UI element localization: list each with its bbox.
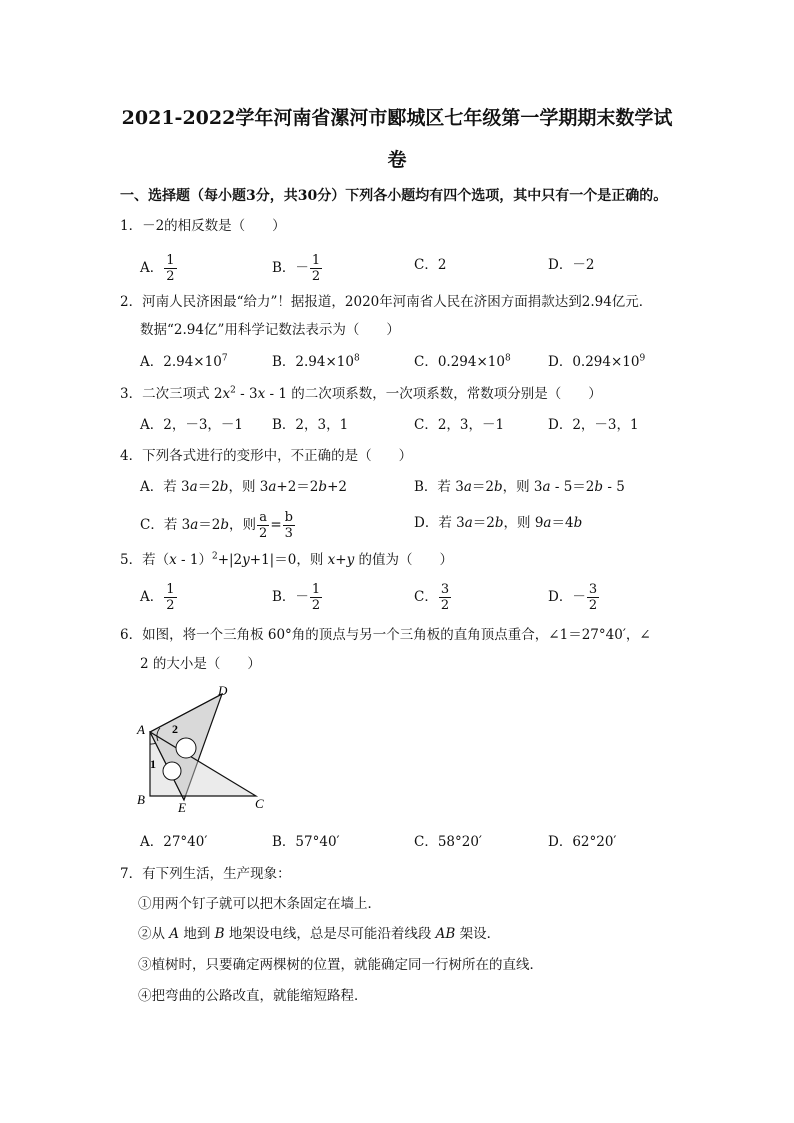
q2-stem-line1: 2．河南人民济困最“给力”！据报道，2020年河南省人民在济困方面捐款达到2.94亿元． (120, 294, 653, 310)
q5-option-d: D．－ $\frac{3}{2}$ (548, 582, 598, 613)
q5-option-b: B．－ $\frac{1}{2}$ (272, 582, 321, 613)
q4-option-a: A．若 3a＝2b，则 3a+2＝2b+2 (140, 479, 347, 495)
q1-option-d: D．－2 (548, 257, 595, 273)
exam-title-line1: 2021-2022学年河南省漯河市郾城区七年级第一学期期末数学试 (121, 107, 673, 129)
angle-label-2: 2 (172, 722, 178, 736)
q1-option-b: B．－ $\frac{1}{2}$ (272, 253, 321, 284)
q4-option-d: D．若 3a＝2b，则 9a＝4b (414, 515, 583, 531)
section-heading: 一、选择题（每小题3分，共30分）下列各小题均有四个选项，其中只有一个是正确的。 (120, 188, 668, 204)
q3-option-a: A．2，－3，－1 (140, 417, 244, 433)
q6-option-a: A．27°40′ (140, 834, 208, 850)
q6-option-b: B．57°40′ (272, 834, 340, 850)
triangle-figure (128, 682, 278, 814)
angle-label-1: 1 (150, 757, 156, 771)
set-square-hole (176, 738, 196, 758)
point-label-c: C (255, 796, 264, 811)
q7-item-3: ③植树时，只要确定两棵树的位置，就能确定同一行树所在的直线． (138, 957, 543, 973)
q6-stem-line2: 2 的大小是（ ） (140, 656, 261, 672)
q2-option-a: A．$2.94\times 10^7$ (140, 353, 228, 370)
q7-stem: 7．有下列生活，生产现象： (120, 866, 291, 882)
q1-stem: 1．－2的相反数是（ ） (120, 218, 286, 234)
q2-option-c: C．$0.294\times 10^8$ (414, 353, 511, 370)
q1-option-c: C．2 (414, 257, 447, 273)
q6-option-c: C．58°20′ (414, 834, 483, 850)
q2-option-b: B．$2.94\times 10^8$ (272, 353, 360, 370)
q2-option-d: D．$0.294\times 10^9$ (548, 353, 646, 370)
point-label-b: B (137, 792, 145, 807)
q5-option-c: C． $\frac{3}{2}$ (414, 582, 450, 613)
q4-option-b: B．若 3a＝2b，则 3a - 5＝2b - 5 (414, 479, 625, 495)
q7-item-2: ②从 A 地到 B 地架设电线，总是尽可能沿着线段 AB 架设． (138, 926, 501, 942)
q4-stem: 4．下列各式进行的变形中，不正确的是（ ） (120, 448, 413, 464)
q6-stem-line1: 6．如图，将一个三角板 60°角的顶点与另一个三角板的直角顶点重合，∠1＝27°40′，∠ (120, 627, 651, 643)
q2-stem-line2: 数据“2.94亿”用科学记数法表示为（ ） (140, 322, 400, 338)
point-label-d: D (218, 683, 228, 698)
q1-option-a: A． $\frac{1}{2}$ (140, 253, 175, 284)
q7-item-1: ①用两个钉子就可以把木条固定在墙上． (138, 896, 381, 912)
q5-option-a: A． $\frac{1}{2}$ (140, 582, 175, 613)
q3-option-b: B．2，3，1 (272, 417, 349, 433)
q3-option-d: D．2，－3，1 (548, 417, 639, 433)
point-label-a: A (137, 722, 145, 737)
q3-stem: 3．二次三项式 $2x^2 - 3x - 1$ 的二次项系数，一次项系数，常数项分别是（ ） (120, 385, 602, 402)
exam-title-line2: 卷 (387, 149, 407, 171)
point-label-e: E (178, 800, 186, 814)
set-square-hole (163, 762, 181, 780)
q5-stem: 5．若（x - 1）$^2$+|2y+1|＝0，则 x+y 的值为（ ） (120, 551, 453, 568)
q3-option-c: C．2，3，－1 (414, 417, 505, 433)
q6-option-d: D．62°20′ (548, 834, 617, 850)
q4-option-c: C．若 3a＝2b，则 $\frac{a}{2}$ = $\frac{b}{3}$ (140, 510, 293, 541)
q7-item-4: ④把弯曲的公路改直，就能缩短路程． (138, 988, 368, 1004)
